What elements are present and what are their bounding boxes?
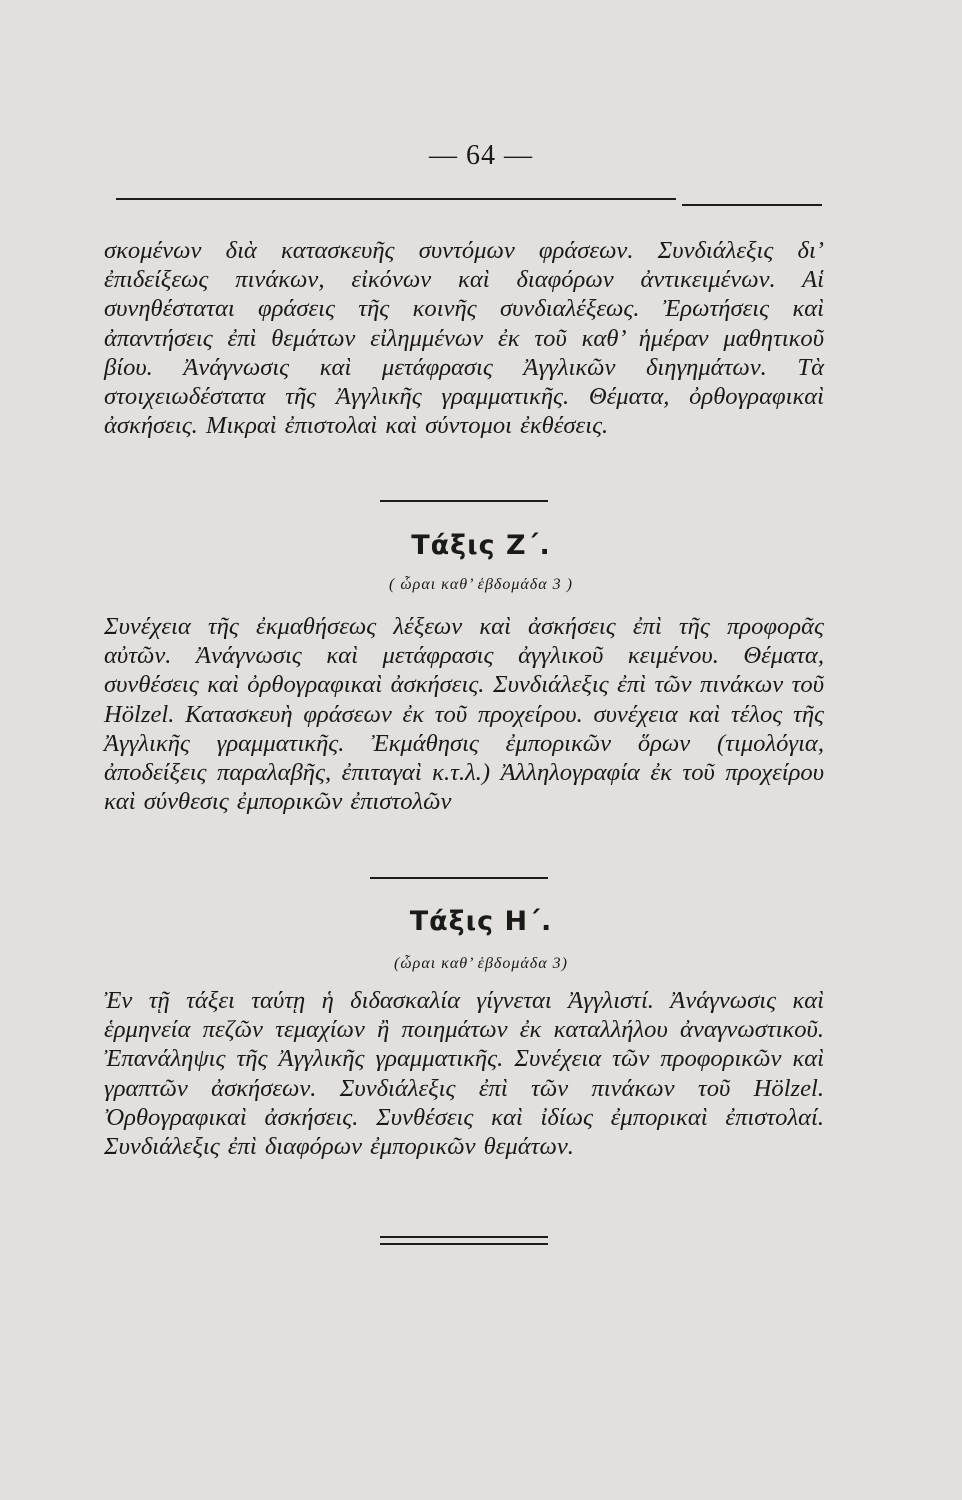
class-h-hours: (ὧραι καθ’ ἑβδομάδα 3)	[394, 955, 568, 972]
section-divider	[380, 500, 548, 502]
class-z-hours: ( ὧραι καθ’ ἑβδομάδα 3 )	[389, 576, 573, 593]
end-rule-double	[380, 1243, 548, 1245]
page-number: — 64 —	[429, 140, 533, 171]
end-rule	[380, 1236, 548, 1238]
class-h-paragraph: Ἐν τῇ τάξει ταύτῃ ἡ διδασκαλία γίγνεται Ἀγγλιστί. Ἀνάγνωσις καὶ ἑρμηνεία πεζῶν τεμαχίων ἢ ποιημάτων ἐκ καταλλήλου ἀναγνωστικοῦ. Ἐπανάληψις τῆς Ἀγγλικῆς γραμματικῆς. Συνέχεια τῶν προφορικῶν καὶ γραπτῶν ἀσκήσεων. Συνδιάλεξις ἐπὶ τῶν πινάκων τοῦ Hölzel. Ὀρθογραφικαὶ ἀσκήσεις. Συνθέσεις καὶ ἰδίως ἐμπορικαὶ ἐπιστολαί. Συνδιάλεξις ἐπὶ διαφόρων ἐμπορικῶν θεμάτων.	[104, 987, 824, 1161]
header-rule	[116, 198, 676, 200]
intro-paragraph: σκομένων διὰ κατασκευῆς συντόμων φράσεων. Συνδιάλεξις δι’ ἐπιδείξεως πινάκων, εἰκόνων καὶ διαφόρων ἀντικειμένων. Αἱ συνηθέσταται φράσεις τῆς κοινῆς συνδιαλέξεως. Ἐρωτήσεις καὶ ἀπαντήσεις ἐπὶ θεμάτων εἰλημμένων ἐκ τοῦ καθ’ ἡμέραν μαθητικοῦ βίου. Ἀνάγνωσις καὶ μετάφρασις Ἀγγλικῶν διηγημάτων. Τὰ στοιχειωδέστατα τῆς Ἀγγλικῆς γραμματικῆς. Θέματα, ὀρθογραφικαὶ ἀσκήσεις. Μικραὶ ἐπιστολαὶ καὶ σύντομοι ἐκθέσεις.	[104, 237, 824, 440]
class-h-heading: Τάξις Η΄.	[409, 906, 553, 937]
class-z-heading: Τάξις Ζ΄.	[411, 530, 551, 561]
class-z-paragraph: Συνέχεια τῆς ἐκμαθήσεως λέξεων καὶ ἀσκήσεις ἐπὶ τῆς προφορᾶς αὐτῶν. Ἀνάγνωσις καὶ μετάφρασις ἀγγλικοῦ κειμένου. Θέματα, συνθέσεις καὶ ὀρθογραφικαὶ ἀσκήσεις. Συνδιάλεξις ἐπὶ τῶν πινάκων τοῦ Hölzel. Κατασκευὴ φράσεων ἐκ τοῦ προχείρου. συνέχεια καὶ τέλος τῆς Ἀγγλικῆς γραμματικῆς. Ἐκμάθησις ἐμπορικῶν ὅρων (τιμολόγια, ἀποδείξεις παραλαβῆς, ἐπιταγαὶ κ.τ.λ.) Ἀλληλογραφία ἐκ τοῦ προχείρου καὶ σύνθεσις ἐμπορικῶν ἐπιστολῶν	[104, 613, 824, 816]
section-divider	[370, 877, 548, 879]
header-rule-segment	[682, 204, 822, 206]
